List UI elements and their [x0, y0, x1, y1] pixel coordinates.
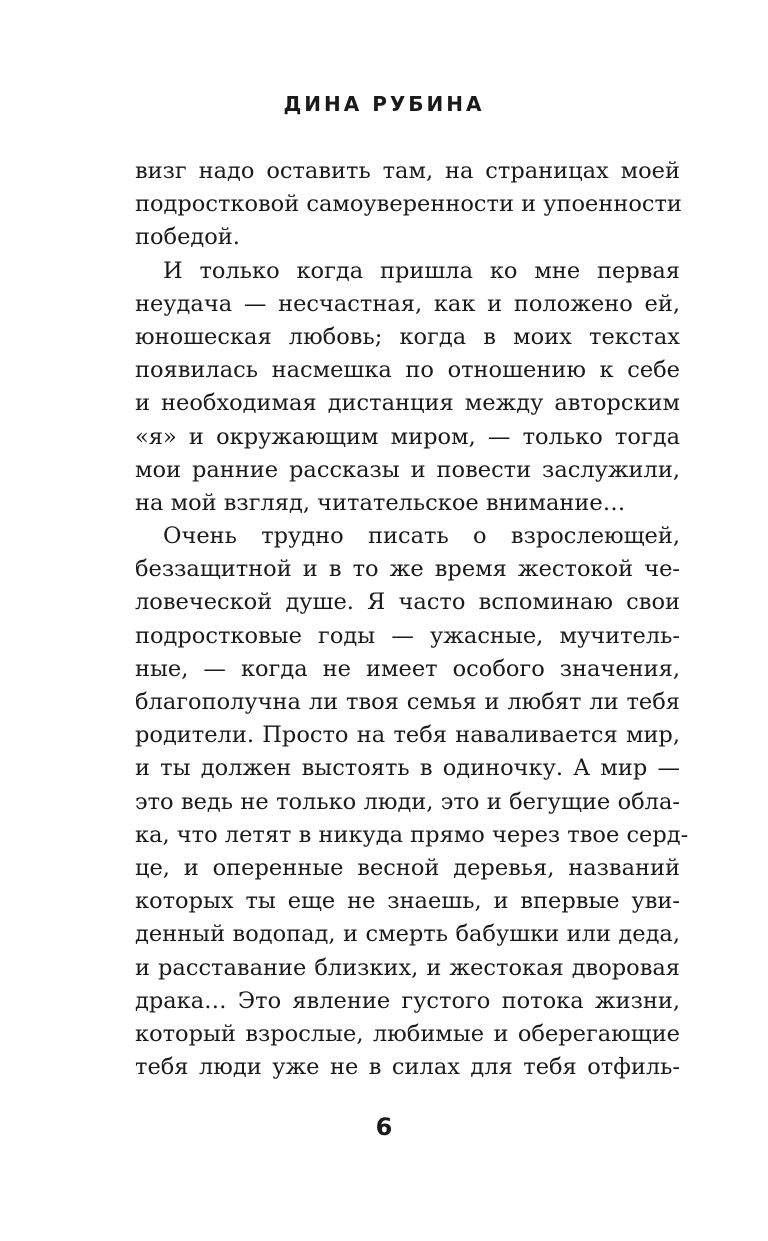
text-line: которых ты еще не знаешь, и впервые уви- [135, 888, 680, 915]
text-line: и необходимая дистанция между авторским [135, 390, 680, 417]
page-body-text [135, 155, 689, 1084]
paragraph-start-line: Очень трудно писать о взрослеющей, [163, 523, 680, 550]
text-line: це, и оперенные весной деревья, названий [135, 854, 680, 881]
text-line: «я» и окружающим миром, — только тогда [135, 423, 680, 450]
text-line: и ты должен выстоять в одиночку. А мир — [135, 755, 680, 782]
text-line: визг надо оставить там, на страницах моей [135, 158, 680, 184]
text-line: благополучна ли твоя семья и любят ли тебя [135, 689, 680, 715]
running-header-author: ДИНА РУБИНА [283, 92, 485, 116]
text-line: и расставание близких, и жестокая дворовая [135, 954, 680, 981]
text-line: неудача — несчастная, как и положено ей, [135, 290, 680, 317]
text-line: тебя люди уже не в силах для тебя отфиль- [135, 1054, 680, 1081]
text-line: победой. [135, 224, 240, 251]
text-line: подростковой самоуверенности и упоенности [135, 191, 682, 218]
text-line: на мой взгляд, читательское внимание… [135, 489, 626, 516]
text-line: драка… Это явление густого потока жизни, [135, 987, 680, 1014]
text-line: мои ранние рассказы и повести заслужили, [135, 456, 680, 483]
text-line: подростковые годы — ужасные, мучитель- [135, 622, 680, 649]
text-line: ка, что летят в никуда прямо через твое серд- [135, 821, 689, 848]
text-line: появилась насмешка по отношению к себе [135, 357, 680, 384]
text-line: это ведь не только люди, это и бегущие обла- [135, 788, 680, 815]
text-line: ные, — когда не имеет особого значения, [135, 655, 680, 682]
paragraph-start-line: И только когда пришла ко мне первая [163, 257, 680, 284]
page-number: 6 [375, 1113, 393, 1141]
text-line: который взрослые, любимые и оберегающие [135, 1020, 680, 1047]
text-line: беззащитной и в то же время жестокой че- [135, 556, 680, 583]
text-line: юношеская любовь; когда в моих текстах [135, 323, 680, 350]
text-line: родители. Просто на тебя наваливается мир, [135, 722, 680, 749]
text-line: ловеческой душе. Я часто вспоминаю свои [135, 589, 680, 616]
text-line: денный водопад, и смерть бабушки или деда, [135, 921, 680, 948]
